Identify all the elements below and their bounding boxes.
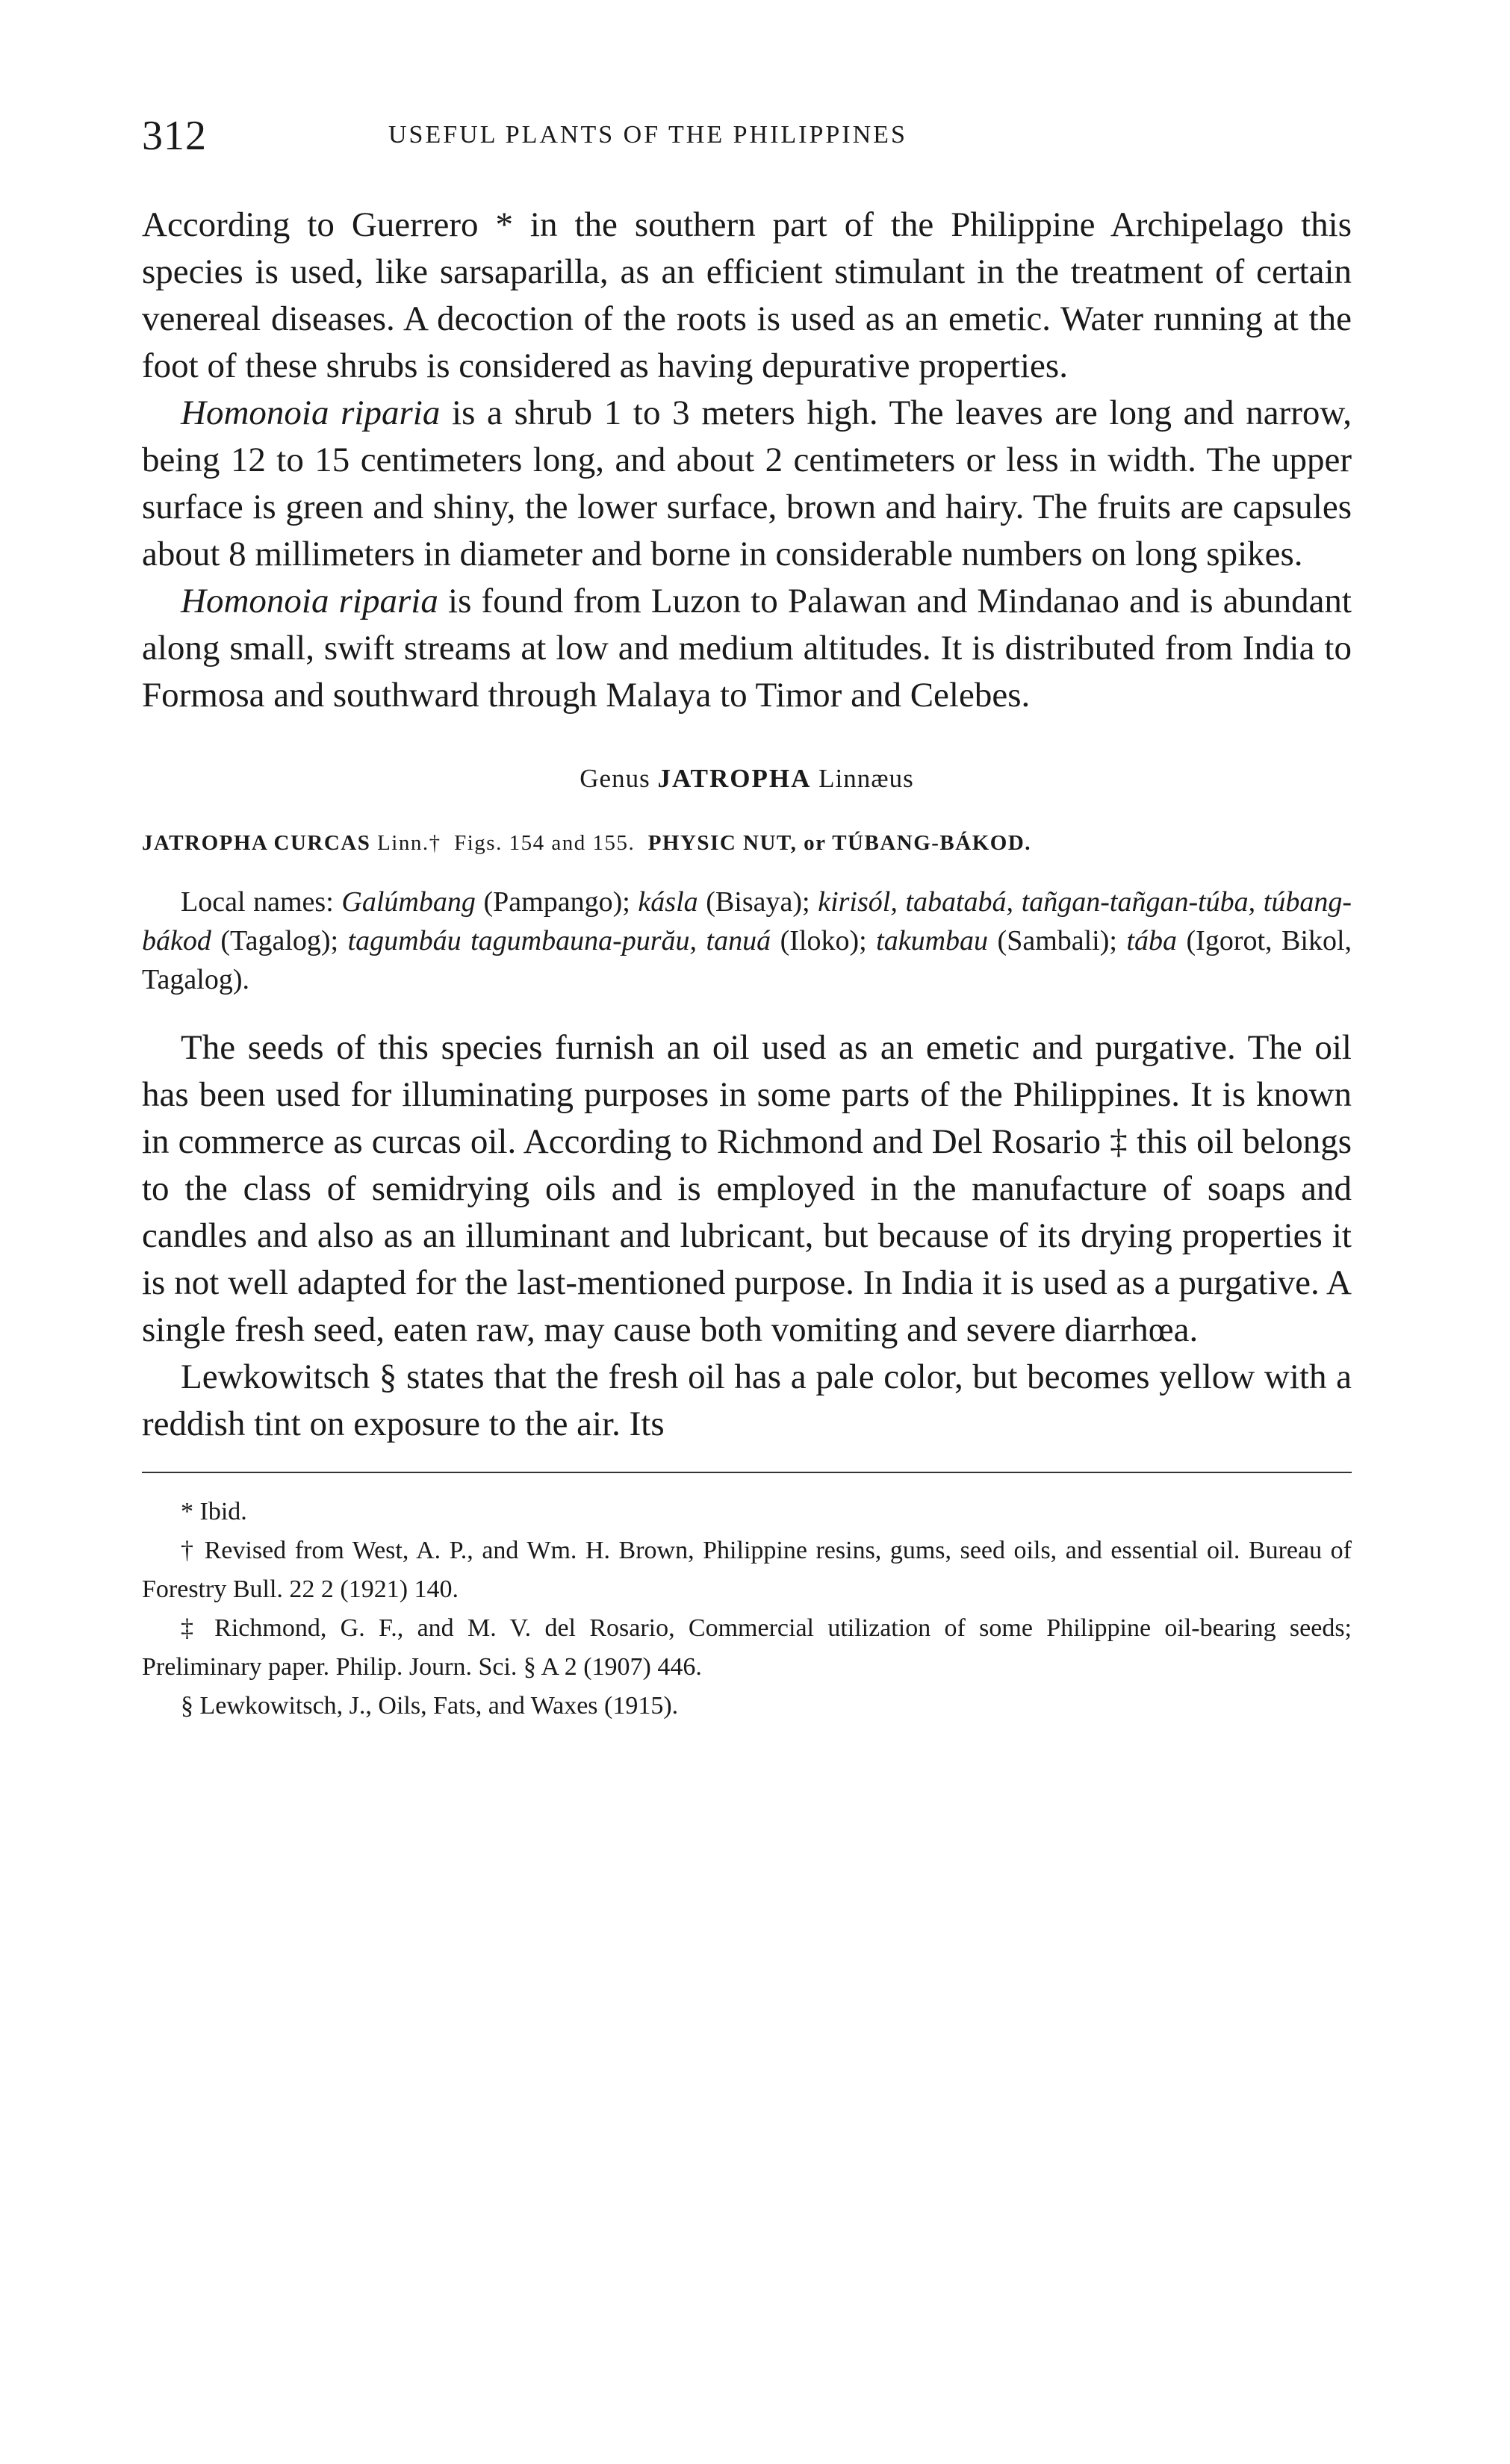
- local-names-text: (Tagalog);: [211, 925, 348, 956]
- paragraph-seeds: The seeds of this species furnish an oil used as an emetic and purgative. The oil has been used for illuminating purposes in some parts of the Philippines. It is known in commerce as curcas oil. According to Richmond and Del Rosario ‡ this oil belongs to the class of semidrying oils and is employed in the manufacture of soaps and candles and also as an illuminant and lubricant, but because of its drying properties it is not well adapted for the last-mentioned purpose. In India it is used as a purgative. A single fresh seed, eaten raw, may cause both vomiting and severe diarrhœa.: [142, 1028, 1352, 1349]
- species-author: Linn.†: [370, 831, 441, 855]
- local-names-text: (Iloko);: [771, 925, 877, 956]
- paragraph-text: is a shrub 1 to 3 meters high. The leaves are long and narrow, being 12 to 15 centimeters long, and about 2 centimeters or less in width. The upper surface is green and shiny, the lower surface, brown and hairy. The fruits are capsules about 8 millimeters in diameter and borne in considerable numbers on long spikes.: [142, 393, 1352, 573]
- page-number: 312: [142, 113, 207, 159]
- genus-prefix: Genus: [580, 764, 658, 793]
- local-name-italic: kirisól, tabatabá, tañgan-tañgan-túba, túbang-bákod: [142, 886, 1352, 956]
- species-heading: [142, 831, 1352, 856]
- local-names-text: (Igorot, Bikol, Tagalog).: [142, 925, 1352, 995]
- local-name-italic: tagumbáu tagumbauna-purău, tanuá: [347, 925, 771, 956]
- local-name-italic: kásla: [638, 886, 698, 918]
- footnote: * Ibid.: [181, 1498, 247, 1525]
- species-name: JATROPHA CURCAS: [142, 831, 371, 855]
- local-name-italic: Galúmbang: [341, 886, 476, 918]
- species-common-name: PHYSIC NUT, or TÚBANG-BÁKOD.: [647, 831, 1032, 855]
- species-figs: Figs. 154 and 155.: [441, 831, 648, 855]
- footnote: † Revised from West, A. P., and Wm. H. Brown, Philippine resins, gums, seed oils, and essential oil. Bureau of Forestry Bull. 22 2 (1921) 140.: [142, 1537, 1352, 1603]
- footnotes: [142, 1493, 1352, 1726]
- species-name-italic: Homonoia riparia: [181, 582, 438, 620]
- local-name-italic: takumbau: [876, 925, 989, 956]
- species-name-italic: Homonoia riparia: [181, 393, 441, 432]
- paragraph-description: [142, 390, 1352, 578]
- paragraph-text: According to Guerrero * in the southern part of the Philippine Archipelago this species is used, like sarsaparilla, as an efficient stimulant in the treatment of certain venereal diseases. A decoction of the roots is used as an emetic. Water running at the foot of these shrubs is considered as having depurative properties.: [142, 205, 1352, 385]
- genus-heading: [142, 764, 1352, 794]
- genus-name: JATROPHA: [657, 764, 812, 793]
- page: [142, 112, 1352, 1726]
- paragraph-distribution: [142, 578, 1352, 719]
- local-names-text: (Bisaya);: [697, 886, 818, 918]
- local-name-italic: tába: [1126, 925, 1178, 956]
- running-head: [142, 112, 1352, 172]
- footnote-divider: [142, 1472, 1352, 1473]
- running-title: USEFUL PLANTS OF THE PHILIPPINES: [388, 121, 907, 149]
- paragraph-text: is found from Luzon to Palawan and Mindanao and is abundant along small, swift streams at low and medium altitudes. It is distributed from India to Formosa and southward through Malaya to Timor and Celebes.: [142, 582, 1352, 715]
- footnote: ‡ Richmond, G. F., and M. V. del Rosario, Commercial utilization of some Philippine oil-bearing seeds; Preliminary paper. Philip. Journ. Sci. § A 2 (1907) 446.: [142, 1614, 1352, 1681]
- footnote: § Lewkowitsch, J., Oils, Fats, and Waxes (1915).: [181, 1692, 679, 1720]
- local-names: [142, 883, 1352, 999]
- genus-author: Linnæus: [811, 764, 914, 793]
- paragraph-lewkowitsch: Lewkowitsch § states that the fresh oil has a pale color, but becomes yellow with a reddish tint on exposure to the air. Its: [142, 1357, 1352, 1443]
- local-names-text: (Pampango);: [475, 886, 639, 918]
- local-names-text: Local names:: [181, 886, 342, 918]
- local-names-text: (Sambali);: [988, 925, 1127, 956]
- paragraph-guerrero: [142, 202, 1352, 390]
